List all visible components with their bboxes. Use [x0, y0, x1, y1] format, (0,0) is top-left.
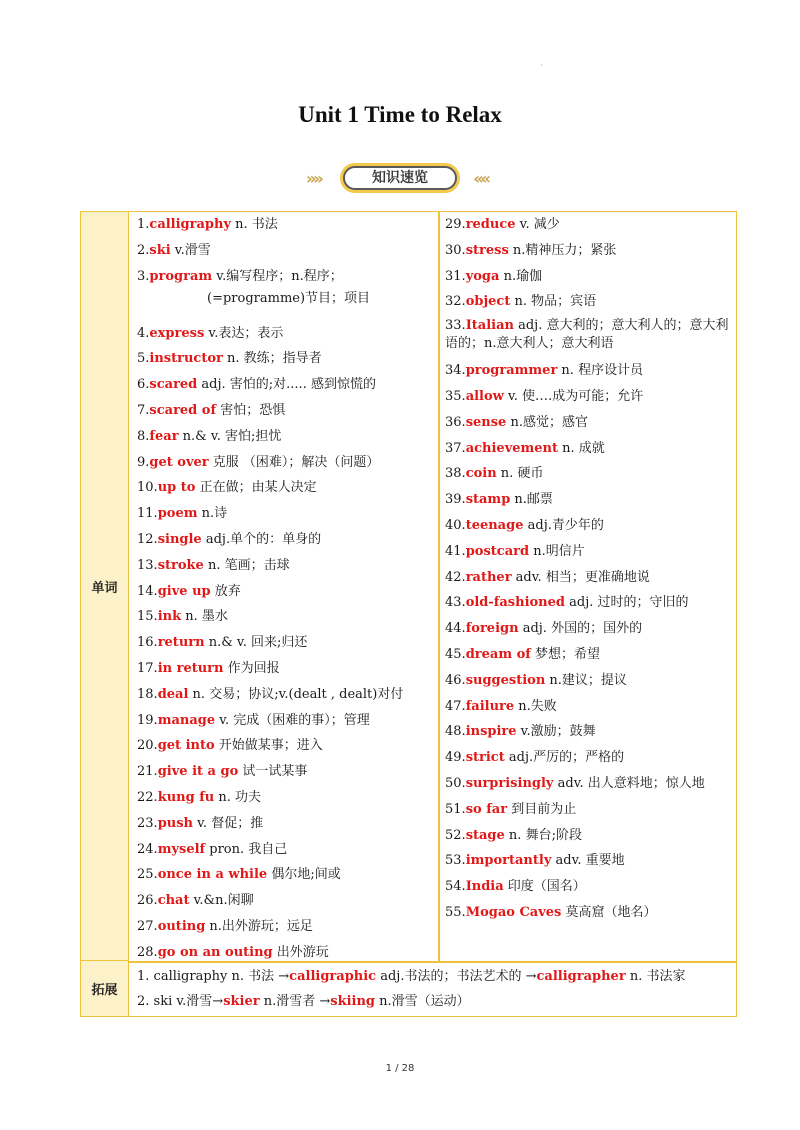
entry-headword: surprisingly — [465, 775, 554, 791]
entry-definition: 到目前为止 — [507, 801, 577, 817]
vocab-entry — [137, 658, 437, 684]
entry-headword: coin — [465, 466, 497, 482]
entry-definition: n.& v. 回来;归还 — [204, 635, 308, 651]
page-title: Unit 1 Time to Relax — [298, 102, 502, 127]
entry-headword: up to — [157, 480, 196, 496]
entry-headword: teenage — [465, 517, 524, 533]
vocab-entry — [137, 710, 437, 736]
entry-number: 29. — [445, 217, 466, 232]
vocab-entry — [445, 747, 735, 773]
entry-number: 54. — [445, 879, 466, 895]
ext-text: n.滑雪（运动） — [375, 994, 470, 1009]
entry-definition: 害怕；恐惧 — [216, 402, 286, 418]
vocab-entry — [137, 581, 437, 607]
entry-headword: inspire — [465, 724, 517, 740]
vocab-entry — [137, 839, 437, 865]
vocab-entry — [137, 503, 437, 529]
entry-definition: adj. 意大利的；意大利人的；意大利语的；n.意大利人；意大利语 — [445, 318, 729, 352]
entry-definition: v.&n.闲聊 — [189, 893, 254, 909]
vocab-entry — [445, 876, 735, 902]
vocab-entry — [137, 288, 437, 323]
entry-definition: 出外游玩 — [272, 944, 329, 960]
entry-definition: n. 笔画；击球 — [203, 557, 290, 573]
vocab-column-left — [137, 214, 437, 968]
vocab-entry — [445, 825, 735, 851]
entry-definition: adj. 害怕的;对..... 感到惊慌的 — [197, 377, 376, 393]
entry-headword: scared — [149, 377, 198, 393]
entry-definition: 梦想；希望 — [530, 646, 601, 662]
vocab-entry — [137, 813, 437, 839]
entry-headword: failure — [465, 698, 515, 714]
vocab-entry — [137, 374, 437, 400]
entry-headword: instructor — [149, 351, 223, 367]
ext-text: 1. calligraphy n. 书法 → — [137, 969, 290, 984]
entry-number: 1. — [137, 217, 150, 232]
entry-number: 52. — [445, 827, 466, 843]
ext-text: n.滑雪者 → — [259, 994, 331, 1009]
entry-headword: yoga — [465, 268, 500, 284]
entry-number: 44. — [445, 621, 466, 637]
vocabulary-table — [80, 211, 737, 1017]
vocab-entry — [137, 555, 437, 581]
entry-number: 26. — [137, 893, 158, 909]
entry-definition: n.& v. 害怕;担忧 — [178, 428, 282, 444]
entry-headword: Mogao Caves — [465, 904, 562, 920]
ext-text: n. 书法家 — [625, 969, 686, 984]
entry-number: 22. — [137, 789, 158, 805]
entry-headword: deal — [157, 686, 189, 702]
vocab-entry — [445, 592, 735, 618]
entry-definition: (=programme)节目；项目 — [207, 290, 371, 306]
ext-text: adj.书法的；书法艺术的 → — [376, 969, 537, 984]
entry-number: 10. — [137, 480, 158, 496]
entry-definition: 开始做某事；进入 — [214, 738, 323, 754]
entry-headword: achievement — [465, 440, 558, 456]
entry-number: 20. — [137, 738, 158, 754]
entry-headword: foreign — [465, 621, 519, 637]
entry-number: 45. — [445, 646, 466, 662]
entry-headword: get over — [149, 454, 209, 470]
entry-headword: return — [157, 635, 205, 651]
entry-definition: v.滑雪 — [170, 242, 211, 258]
ext-word: skiing — [330, 994, 376, 1009]
entry-definition: n.感觉；感官 — [506, 414, 588, 430]
entry-headword: chat — [157, 893, 190, 909]
entry-definition: n. 舞台;阶段 — [504, 827, 582, 843]
entry-definition: v. 减少 — [515, 217, 560, 232]
vocab-entry — [445, 214, 735, 240]
entry-headword: go on an outing — [157, 944, 273, 960]
entry-headword: give it a go — [157, 764, 239, 780]
vocab-entry — [137, 426, 437, 452]
ext-text: 2. ski v.滑雪→ — [137, 994, 224, 1009]
extension-row — [137, 965, 685, 984]
entry-headword: calligraphy — [149, 217, 232, 232]
vocab-entry — [445, 541, 735, 567]
entry-definition: n.诗 — [197, 506, 228, 522]
entry-headword: express — [149, 325, 205, 341]
entry-headword: programmer — [465, 363, 558, 379]
entry-headword: India — [465, 879, 504, 895]
entry-headword: get into — [157, 738, 215, 754]
entry-definition: n. 硬币 — [496, 466, 544, 482]
entry-number: 16. — [137, 635, 158, 651]
ext-word: calligraphic — [289, 969, 377, 984]
entry-headword: myself — [157, 841, 206, 857]
entry-number: 13. — [137, 557, 158, 573]
entry-definition: 克服 （困难）；解决（问题） — [208, 454, 380, 470]
entry-headword: program — [149, 268, 213, 284]
entry-definition: adj.单个的：单身的 — [201, 531, 322, 547]
vocab-entry — [137, 214, 437, 240]
entry-number: 23. — [137, 815, 158, 831]
entry-headword: reduce — [465, 217, 516, 232]
entry-number: 28. — [137, 944, 158, 960]
entry-number: 27. — [137, 918, 158, 934]
entry-number: 30. — [445, 242, 466, 258]
entry-headword: stress — [465, 242, 509, 258]
entry-definition: n.精神压力；紧张 — [508, 242, 617, 258]
vocab-entry — [445, 412, 735, 438]
entry-number: 55. — [445, 904, 466, 920]
entry-definition: adv. 出人意料地；惊人地 — [553, 775, 705, 791]
entry-number: 50. — [445, 775, 466, 791]
vocab-entry — [137, 890, 437, 916]
entry-definition: v.表达；表示 — [204, 325, 284, 341]
entry-headword: stamp — [465, 492, 511, 508]
entry-headword: Italian — [465, 318, 514, 334]
entry-number: 6. — [137, 377, 150, 393]
entry-definition: v. 督促；推 — [193, 815, 264, 831]
extension-row — [137, 990, 470, 1009]
entry-number: 9. — [137, 454, 150, 470]
vocab-entry — [445, 567, 735, 593]
entry-number: 46. — [445, 672, 466, 688]
entry-number: 43. — [445, 595, 466, 611]
entry-definition: 莫高窟（地名） — [561, 904, 657, 920]
vocab-entry — [445, 463, 735, 489]
vocab-entry — [445, 291, 735, 317]
vocab-entry — [445, 799, 735, 825]
entry-definition: v. 完成（困难的事）；管理 — [215, 712, 370, 728]
extension-label: 拓展 — [81, 961, 129, 1016]
vocab-label: 单词 — [81, 212, 129, 961]
vocab-entry — [445, 240, 735, 266]
page-mark: ' — [541, 64, 543, 71]
entry-definition: 试一试某事 — [238, 764, 308, 780]
entry-definition: adj.严厉的；严格的 — [504, 750, 625, 766]
entry-headword: push — [157, 815, 193, 831]
entry-definition: adj. 外国的；国外的 — [518, 621, 643, 637]
entry-headword: ink — [157, 609, 182, 625]
entry-number: 53. — [445, 853, 466, 869]
entry-number: 33. — [445, 318, 466, 334]
entry-definition: n.出外游玩；远足 — [205, 918, 313, 934]
right-chevron-icon: «« — [473, 169, 488, 188]
vocab-entry — [445, 902, 735, 928]
entry-headword: strict — [465, 750, 505, 766]
ext-word: skier — [223, 994, 260, 1009]
entry-number: 25. — [137, 867, 158, 883]
entry-definition: 正在做；由某人决定 — [195, 480, 317, 496]
vocab-entry — [137, 735, 437, 761]
banner-label: 知识速览 — [343, 166, 457, 190]
entry-definition: adv. 相当；更准确地说 — [511, 569, 650, 585]
vocab-entry — [445, 489, 735, 515]
vocab-entry — [137, 240, 437, 266]
vocab-entry — [137, 761, 437, 787]
entry-definition: 印度（国名） — [503, 879, 586, 895]
entry-headword: kung fu — [157, 789, 215, 805]
vocab-entry — [445, 386, 735, 412]
entry-number: 3. — [137, 268, 150, 284]
vocab-entry — [137, 452, 437, 478]
entry-definition: n. 交易；协议;v.(dealt , dealt)对付 — [188, 686, 404, 702]
vocab-entry — [445, 721, 735, 747]
entry-definition: n. 教练；指导者 — [222, 351, 322, 367]
entry-number: 47. — [445, 698, 466, 714]
banner-pill — [340, 163, 460, 193]
entry-headword: once in a while — [157, 867, 268, 883]
vocab-entry — [137, 266, 437, 288]
entry-number: 38. — [445, 466, 466, 482]
entry-headword: poem — [157, 506, 198, 522]
entry-number: 18. — [137, 686, 158, 702]
entry-definition: n. 功夫 — [214, 789, 262, 805]
entry-definition: 作为回报 — [223, 660, 280, 676]
page-number: 1 / 28 — [385, 1063, 415, 1074]
entry-definition: v. 使….成为可能；允许 — [503, 388, 644, 404]
entry-headword: ski — [149, 242, 171, 258]
vocab-entry — [137, 529, 437, 555]
entry-headword: allow — [465, 388, 504, 404]
entry-headword: postcard — [465, 543, 530, 559]
section-banner — [300, 161, 500, 197]
entry-definition: pron. 我自己 — [205, 841, 288, 857]
entry-definition: n.建议；提议 — [545, 672, 627, 688]
entry-headword: manage — [157, 712, 216, 728]
entry-definition: n.瑜伽 — [499, 268, 543, 284]
entry-number: 2. — [137, 242, 150, 258]
vocab-entry — [137, 864, 437, 890]
column-divider — [438, 212, 440, 961]
entry-definition: adj. 过时的；守旧的 — [565, 595, 689, 611]
vocab-entry — [445, 670, 735, 696]
entry-headword: fear — [149, 428, 179, 444]
vocab-entry — [445, 644, 735, 670]
entry-number: 12. — [137, 531, 158, 547]
entry-number: 15. — [137, 609, 158, 625]
entry-number: 42. — [445, 569, 466, 585]
vocab-entry — [445, 266, 735, 292]
entry-headword: sense — [465, 414, 507, 430]
vocab-entry — [137, 606, 437, 632]
entry-headword: stroke — [157, 557, 204, 573]
vocab-entry — [445, 696, 735, 722]
entry-headword: single — [157, 531, 202, 547]
entry-number: 21. — [137, 764, 158, 780]
entry-definition: n.邮票 — [510, 492, 553, 508]
vocab-entry — [137, 787, 437, 813]
entry-definition: adv. 重要地 — [551, 853, 625, 869]
vocab-entry — [445, 773, 735, 799]
vocab-entry — [137, 916, 437, 942]
entry-headword: give up — [157, 583, 211, 599]
entry-definition: adj.青少年的 — [523, 517, 604, 533]
entry-headword: stage — [465, 827, 505, 843]
entry-headword: so far — [465, 801, 508, 817]
vocab-entry — [445, 317, 735, 360]
entry-number: 17. — [137, 660, 158, 676]
entry-number: 34. — [445, 363, 466, 379]
left-chevron-icon: »» — [306, 169, 321, 188]
entry-number: 41. — [445, 543, 466, 559]
vocab-entry — [445, 515, 735, 541]
entry-definition: n. 成就 — [558, 440, 605, 456]
entry-definition: n. 程序设计员 — [557, 363, 644, 379]
entry-headword: in return — [157, 660, 224, 676]
entry-definition: n. 物品；宾语 — [510, 294, 597, 310]
vocab-entry — [137, 348, 437, 374]
entry-number: 31. — [445, 268, 466, 284]
vocab-entry — [137, 323, 437, 349]
entry-number: 37. — [445, 440, 466, 456]
entry-number: 36. — [445, 414, 466, 430]
ext-word: calligrapher — [536, 969, 626, 984]
entry-number: 39. — [445, 492, 466, 508]
entry-number: 4. — [137, 325, 150, 341]
entry-headword: importantly — [465, 853, 552, 869]
entry-headword: outing — [157, 918, 206, 934]
vocab-entry — [137, 942, 437, 968]
vocab-entry — [445, 360, 735, 386]
vocab-entry — [445, 438, 735, 464]
vocab-entry — [445, 618, 735, 644]
vocab-entry — [137, 684, 437, 710]
entry-number: 35. — [445, 388, 466, 404]
entry-number: 40. — [445, 517, 466, 533]
entry-number: 32. — [445, 294, 466, 310]
entry-definition: n. 墨水 — [181, 609, 228, 625]
entry-headword: old-fashioned — [465, 595, 565, 611]
entry-number: 19. — [137, 712, 158, 728]
entry-number: 8. — [137, 428, 150, 444]
entry-definition: n. 书法 — [231, 217, 278, 232]
entry-number: 48. — [445, 724, 466, 740]
entry-number: 11. — [137, 506, 158, 522]
entry-headword: scared of — [149, 402, 217, 418]
entry-number: 5. — [137, 351, 150, 367]
entry-headword: dream of — [465, 646, 531, 662]
entry-headword: rather — [465, 569, 512, 585]
entry-number: 51. — [445, 801, 466, 817]
entry-number: 14. — [137, 583, 158, 599]
entry-definition: n.明信片 — [529, 543, 585, 559]
vocab-entry — [137, 632, 437, 658]
entry-headword: object — [465, 294, 511, 310]
vocab-column-right — [445, 214, 735, 928]
entry-definition: 放弃 — [210, 583, 241, 599]
vocab-entry — [445, 850, 735, 876]
entry-definition: v.编写程序；n.程序； — [212, 268, 343, 284]
entry-definition: n.失败 — [514, 698, 557, 714]
vocab-entry — [137, 477, 437, 503]
entry-headword: suggestion — [465, 672, 546, 688]
entry-number: 49. — [445, 750, 466, 766]
entry-number: 7. — [137, 402, 150, 418]
vocab-entry — [137, 400, 437, 426]
entry-definition: v.激励；鼓舞 — [516, 724, 596, 740]
entry-number: 24. — [137, 841, 158, 857]
entry-definition: 偶尔地;间或 — [267, 867, 341, 883]
